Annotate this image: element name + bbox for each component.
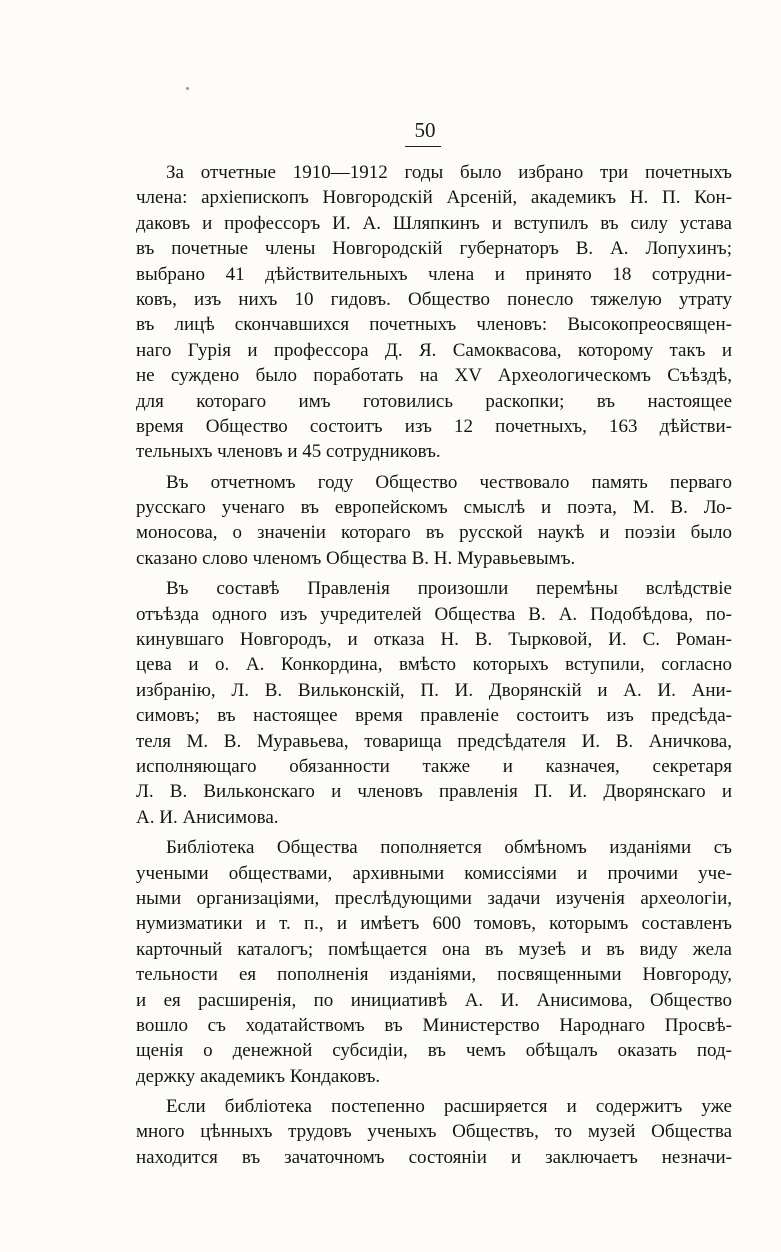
text-line: тельности ея пополненія изданіями, посвященными Новгороду, (136, 964, 732, 986)
text-line: и ея расширенія, по инициативѣ А. И. Анисимова, Общество (136, 989, 732, 1011)
text-line: нумизматики и т. п., и имѣетъ 600 томовъ, которымъ составленъ (136, 913, 732, 935)
paragraph-5 (136, 1094, 732, 1170)
text-line: Въ составѣ Правленія произошли перемѣны вслѣдствіе (166, 578, 732, 600)
text-line: время Общество состоитъ изъ 12 почетныхъ, 163 дѣйстви- (136, 415, 732, 437)
text-line: держку академикъ Кондаковъ. (136, 1065, 381, 1087)
paragraph-3 (136, 576, 732, 830)
text-line: Если библіотека постепенно расширяется и содержитъ уже (166, 1096, 732, 1118)
text-line: въ лицѣ скончавшихся почетныхъ членовъ: Высокопреосвящен- (136, 314, 732, 336)
text-line: выбрано 41 дѣйствительныхъ члена и принято 18 сотрудни- (136, 263, 732, 285)
text-line: вошло съ ходатайствомъ въ Министерство Народнаго Просвѣ- (136, 1014, 732, 1036)
text-line: члена: архіепископъ Новгородскій Арсеній, академикъ Н. П. Кон- (136, 187, 732, 209)
text-line: для котораго имъ готовились раскопки; въ настоящее (136, 390, 732, 412)
text-line: Библіотека Общества пополняется обмѣномъ изданіями съ (166, 837, 732, 859)
text-line: не суждено было поработать на XV Археологическомъ Съѣздѣ, (136, 365, 732, 387)
text-line: карточный каталогъ; помѣщается она въ музеѣ и въ виду жела (136, 938, 732, 960)
text-line: моносова, о значеніи котораго въ русской наукѣ и поэзіи было (136, 522, 732, 544)
text-line: кинувшаго Новгородъ, и отказа Н. В. Тырковой, И. С. Роман- (136, 629, 732, 651)
text-line: ковъ, изъ нихъ 10 гидовъ. Общество понесло тяжелую утрату (136, 288, 732, 310)
text-line: теля М. В. Муравьева, товарища предсѣдателя И. В. Аничкова, (136, 730, 732, 752)
text-line: въ почетные члены Новгородскій губернаторъ В. А. Лопухинъ; (136, 238, 732, 260)
text-line: избранію, Л. В. Вильконскій, П. И. Дворянскій и А. И. Ани- (136, 679, 732, 701)
paragraph-2 (136, 470, 732, 572)
text-line: сказано слово членомъ Общества В. Н. Муравьевымъ. (136, 547, 576, 569)
text-line: находится въ зачаточномъ состояніи и заключаетъ незначи- (136, 1146, 732, 1168)
paragraph-4 (136, 835, 732, 1089)
text-line: наго Гурія и профессора Д. Я. Самоквасова, которому такъ и (136, 339, 732, 361)
text-line: За отчетные 1910—1912 годы было избрано три почетныхъ (166, 162, 732, 183)
page-number-underline (405, 146, 441, 147)
text-line: щенія о денежной субсидіи, въ чемъ обѣщалъ оказать под- (136, 1040, 732, 1062)
text-line: много цѣнныхъ трудовъ ученыхъ Обществъ, то музей Общества (136, 1121, 732, 1143)
scan-speck (186, 87, 189, 90)
text-line: ными организаціями, преслѣдующими задачи изученія археологіи, (136, 887, 732, 909)
text-line: русскаго ученаго въ европейскомъ смыслѣ и поэта, М. В. Ло- (136, 497, 732, 519)
text-line: цева и о. А. Конкордина, вмѣсто которыхъ вступили, согласно (136, 654, 732, 676)
text-line: тельныхъ членовъ и 45 сотрудниковъ. (136, 441, 441, 463)
paragraph-1 (136, 160, 732, 465)
text-line: учеными обществами, архивными комиссіями и прочими уче- (136, 862, 732, 884)
text-line: отъѣзда одного изъ учредителей Общества В. А. Подобѣдова, по- (136, 603, 732, 625)
text-line: исполняющаго обязанности также и казначея, секретаря (136, 755, 732, 777)
page-number: 50 (414, 118, 436, 142)
text-line: Въ отчетномъ году Общество чествовало память перваго (166, 471, 732, 493)
text-line: даковъ и профессоръ И. А. Шляпкинъ и вступилъ въ силу устава (136, 212, 732, 234)
text-line: Л. В. Вильконскаго и членовъ правленія П. И. Дворянскаго и (136, 781, 732, 803)
text-line: симовъ; въ настоящее время правленіе состоитъ изъ предсѣда- (136, 705, 732, 727)
text-line: А. И. Анисимова. (136, 806, 279, 828)
body-text (136, 160, 732, 1175)
